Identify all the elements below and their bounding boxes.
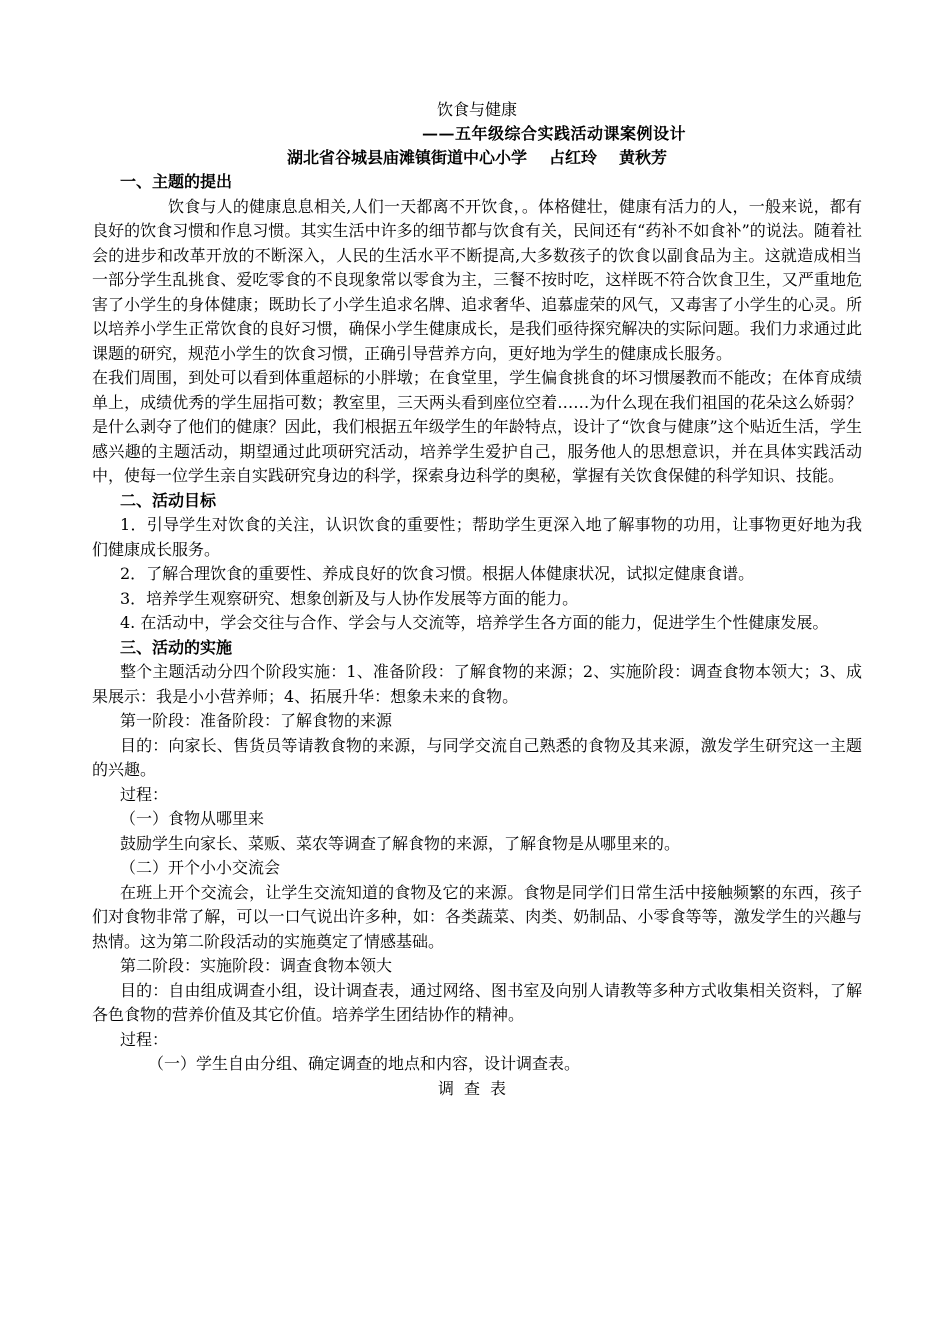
stage1-process-label: 过程：: [120, 784, 169, 804]
author-name-1: 占红玲: [548, 148, 597, 167]
section-heading-2: 二、活动目标: [120, 490, 217, 510]
stage1-step1-title: （一）食物从哪里来: [120, 809, 265, 828]
section-heading-1: 一、主题的提出: [120, 172, 233, 191]
stage2-title: 第二阶段：实施阶段：调查食物本领大: [120, 956, 393, 975]
stage1-title: 第一阶段：准备阶段：了解食物的来源: [120, 711, 393, 730]
document-page: [92, 98, 862, 1101]
goal-item-3: 3．培养学生观察研究、想象创新及与人协作发展等方面的能力。: [120, 588, 579, 608]
author-line: [92, 146, 862, 170]
school-name: 湖北省谷城县庙滩镇街道中心小学: [286, 148, 527, 167]
implementation-overview: 整个主题活动分四个阶段实施：1、准备阶段：了解食物的来源；2、实施阶段：调查食物本领大；3、成果展示：我是小小营养师；4、拓展升华：想象未来的食物。: [92, 662, 862, 706]
stage2-goal: 目的：自由组成调查小组，设计调查表，通过网络、图书室及向别人请教等多种方式收集相关资料，了解各色食物的营养价值及其它价值。培养学生团结协作的精神。: [92, 980, 862, 1024]
goal-item-2: 2．了解合理饮食的重要性、养成良好的饮食习惯。根据人体健康状况，试拟定健康食谱。: [120, 564, 755, 583]
stage2-step1: （一）学生自由分组、确定调查的地点和内容，设计调查表。: [148, 1054, 581, 1073]
stage1-step2-title: （二）开个小小交流会: [120, 858, 281, 877]
document-subtitle: ——五年级综合实践活动课案例设计: [422, 124, 687, 143]
section1-paragraph-1: 饮食与人的健康息息相关,人们一天都离不开饮食，。体格健壮，健康有活力的人，一般来说，都有良好的饮食习惯和作息习惯。其实生活中许多的细节都与饮食有关，民间还有“药补不如食补”的说法。随着社会的进步和改革开放的不断深入，人民的生活水平不断提高,大多数孩子的饮食以副食品为主。这就造成相当一部分学生乱挑食、爱吃零食的不良现象常以零食为主，三餐不按时吃，这样既不符合饮食卫生，又严重地危害了小学生的身体健康；既助长了小学生追求名牌、追求奢华、追慕虚荣的风气，又毒害了小学生的心灵。所以培养小学生正常饮食的良好习惯，确保小学生健康成长，是我们亟待探究解决的实际问题。我们力求通过此课题的研究，规范小学生的饮食习惯，正确引导营养方向，更好地为学生的健康成长服务。: [92, 196, 862, 363]
document-title: 饮食与健康: [436, 100, 517, 119]
author-name-2: 黄秋芳: [619, 148, 668, 167]
stage2-process-label: 过程：: [120, 1029, 169, 1049]
goal-item-1: 1．引导学生对饮食的关注，认识饮食的重要性；帮助学生更深入地了解事物的功用，让事物更好地为我们健康成长服务。: [92, 515, 862, 559]
stage1-step1-text: 鼓励学生向家长、菜贩、菜农等调查了解食物的来源，了解食物是从哪里来的。: [120, 833, 681, 853]
section1-paragraph-2: 在我们周围，到处可以看到体重超标的小胖墩；在食堂里，学生偏食挑食的坏习惯屡教而不能改；在体育成绩单上，成绩优秀的学生屈指可数；教室里，三天两头看到座位空着……为什么现在我们祖国的花朵这么娇弱？是什么剥夺了他们的健康？因此，我们根据五年级学生的年龄特点，设计了“饮食与健康”这个贴近生活，学生感兴趣的主题活动，期望通过此项研究活动，培养学生爱护自己，服务他人的思想意识，并在具体实践活动中，使每一位学生亲自实践研究身边的科学，探索身边科学的奥秘，掌握有关饮食保健的科学知识、技能。: [92, 368, 862, 485]
goal-item-4: 4. 在活动中，学会交往与合作、学会与人交流等，培养学生各方面的能力，促进学生个性健康发展。: [120, 613, 829, 632]
stage1-step2-text: 在班上开个交流会，让学生交流知道的食物及它的来源。食物是同学们日常生活中接触频繁的东西，孩子们对食物非常了解，可以一口气说出许多种，如：各类蔬菜、肉类、奶制品、小零食等等，激发学生的兴趣与热情。这为第二阶段活动的实施奠定了情感基础。: [92, 882, 862, 951]
section-heading-3: 三、活动的实施: [120, 637, 233, 657]
stage1-goal: 目的：向家长、售货员等请教食物的来源，与同学交流自己熟悉的食物及其来源，激发学生研究这一主题的兴趣。: [92, 735, 862, 779]
survey-table-title: 调查表: [437, 1078, 516, 1098]
